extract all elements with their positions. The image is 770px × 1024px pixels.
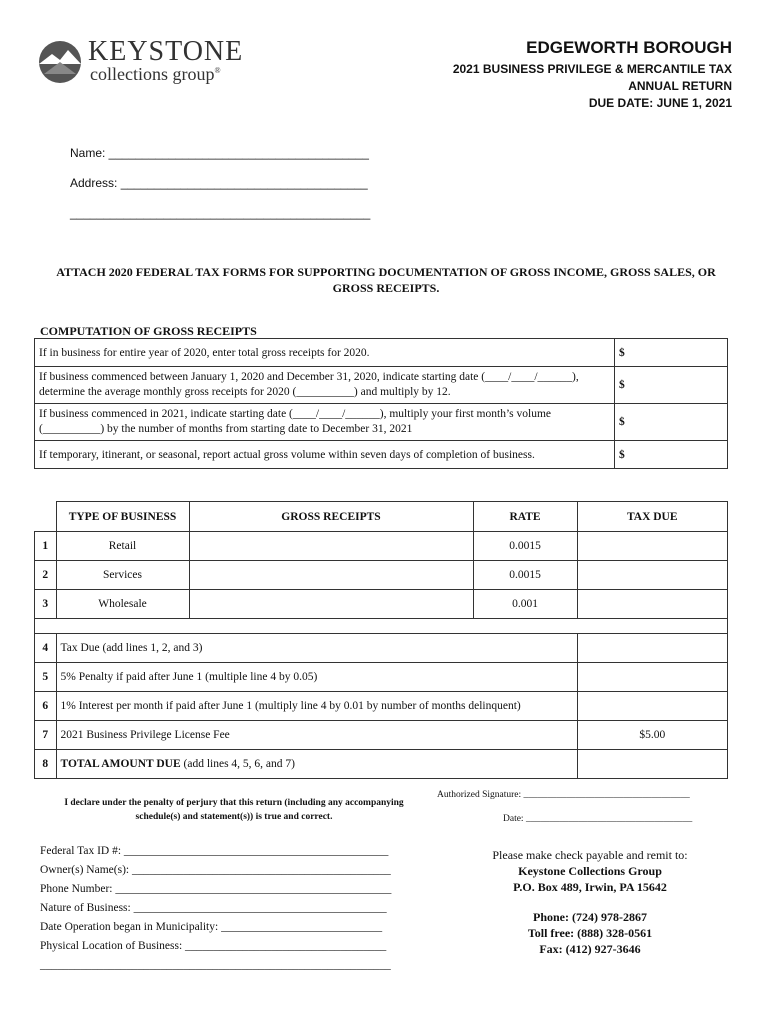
- remit-tollfree: Toll free: (888) 328-0561: [527, 926, 653, 940]
- spacer-row: [35, 619, 728, 634]
- computation-table: [34, 338, 728, 469]
- computation-heading: COMPUTATION OF GROSS RECEIPTS: [40, 324, 257, 338]
- line-amount[interactable]: [577, 663, 728, 692]
- computation-row: [35, 367, 728, 404]
- line-number: 2: [35, 561, 57, 590]
- table-row: [35, 532, 728, 561]
- remit-fax: Fax: (412) 927-3646: [539, 942, 641, 956]
- table-row: [35, 750, 728, 779]
- name-field[interactable]: Name: _______________________________________: [70, 146, 369, 160]
- business-type: Retail: [56, 532, 189, 561]
- owner-names-field[interactable]: Owner(s) Name(s): _____________________________________________: [40, 864, 391, 876]
- computation-amount[interactable]: $: [615, 339, 728, 367]
- rate-cell: 0.0015: [473, 561, 577, 590]
- due-date: DUE DATE: JUNE 1, 2021: [588, 96, 732, 110]
- gross-receipts-cell[interactable]: [189, 590, 473, 619]
- computation-row: [35, 404, 728, 441]
- tax-header-row: [35, 502, 728, 532]
- line-number: 4: [35, 634, 57, 663]
- line-description: 2021 Business Privilege License Fee: [56, 721, 577, 750]
- line-description: [56, 750, 577, 779]
- rate-cell: 0.0015: [473, 532, 577, 561]
- col-gross-header: GROSS RECEIPTS: [189, 502, 473, 532]
- remit-block: [450, 847, 730, 957]
- form-title: 2021 BUSINESS PRIVILEGE & MERCANTILE TAX: [452, 62, 732, 76]
- total-label: TOTAL AMOUNT DUE: [60, 758, 181, 770]
- line-number: 8: [35, 750, 57, 779]
- table-row: [35, 721, 728, 750]
- table-row: [35, 561, 728, 590]
- table-row: [35, 634, 728, 663]
- spacer-cell: [35, 619, 728, 634]
- computation-text: If temporary, itinerant, or seasonal, report actual gross volume within seven days of completion of business.: [35, 441, 615, 469]
- date-operation-began-field[interactable]: Date Operation began in Municipality: ____________________________: [40, 921, 383, 933]
- business-type: Services: [56, 561, 189, 590]
- form-subtitle: ANNUAL RETURN: [628, 79, 732, 93]
- logo-wordmark: KEYSTONE: [88, 36, 244, 67]
- license-fee-amount: $5.00: [577, 721, 728, 750]
- mountain-logo-icon: [38, 40, 82, 84]
- line-description: 5% Penalty if paid after June 1 (multiple line 4 by 0.05): [56, 663, 577, 692]
- authorized-signature-field[interactable]: Authorized Signature: ___________________________________: [437, 790, 690, 800]
- address-line2-field[interactable]: _____________________________________________: [70, 206, 371, 220]
- line-number: 6: [35, 692, 57, 721]
- physical-location-field[interactable]: Physical Location of Business: ___________________________________: [40, 940, 387, 952]
- line-description: Tax Due (add lines 1, 2, and 3): [56, 634, 577, 663]
- remit-phone: Phone: (724) 978-2867: [533, 910, 647, 924]
- tax-due-cell[interactable]: [577, 532, 728, 561]
- line-number: 1: [35, 532, 57, 561]
- tax-due-cell[interactable]: [577, 590, 728, 619]
- col-taxdue-header: TAX DUE: [577, 502, 728, 532]
- computation-row: [35, 441, 728, 469]
- gross-receipts-cell[interactable]: [189, 561, 473, 590]
- computation-amount[interactable]: $: [615, 441, 728, 469]
- table-row: [35, 590, 728, 619]
- perjury-declaration: I declare under the penalty of perjury that this return (including any accompanying schedule(s) and statement(s)) is true and correct.: [64, 798, 404, 822]
- physical-location-line2-field[interactable]: _____________________________________________________________: [40, 959, 391, 971]
- remit-address: P.O. Box 489, Irwin, PA 15642: [513, 880, 667, 894]
- line-description: 1% Interest per month if paid after June 1 (multiply line 4 by 0.01 by number of months delinquent): [56, 692, 577, 721]
- company-logo: [38, 38, 258, 88]
- computation-text: If in business for entire year of 2020, enter total gross receipts for 2020.: [35, 339, 615, 367]
- attach-notice: ATTACH 2020 FEDERAL TAX FORMS FOR SUPPORTING DOCUMENTATION OF GROSS INCOME, GROSS SALES, OR GROSS RECEIPTS.: [56, 265, 716, 295]
- table-row: [35, 663, 728, 692]
- blank-cell: [35, 502, 57, 532]
- computation-row: [35, 339, 728, 367]
- line-amount[interactable]: [577, 634, 728, 663]
- computation-amount[interactable]: $: [615, 404, 728, 441]
- tax-due-cell[interactable]: [577, 561, 728, 590]
- col-rate-header: RATE: [473, 502, 577, 532]
- line-number: 7: [35, 721, 57, 750]
- address-field[interactable]: Address: _____________________________________: [70, 176, 368, 190]
- tax-table: [34, 501, 728, 779]
- gross-receipts-cell[interactable]: [189, 532, 473, 561]
- table-row: [35, 692, 728, 721]
- phone-number-field[interactable]: Phone Number: ________________________________________________: [40, 883, 392, 895]
- logo-tagline: collections group®: [90, 64, 221, 84]
- total-amount[interactable]: [577, 750, 728, 779]
- federal-tax-id-field[interactable]: Federal Tax ID #: ______________________________________________: [40, 845, 389, 857]
- total-note: (add lines 4, 5, 6, and 7): [180, 758, 295, 770]
- col-type-header: TYPE OF BUSINESS: [56, 502, 189, 532]
- line-number: 5: [35, 663, 57, 692]
- computation-text: If business commenced in 2021, indicate starting date (____/____/______), multiply your first month’s volume (__________) by the number of months from starting date to December 31, 2021: [35, 404, 615, 441]
- line-number: 3: [35, 590, 57, 619]
- date-field[interactable]: Date: ___________________________________: [503, 814, 693, 824]
- nature-of-business-field[interactable]: Nature of Business: ____________________________________________: [40, 902, 387, 914]
- borough-title: EDGEWORTH BOROUGH: [526, 38, 732, 57]
- line-amount[interactable]: [577, 692, 728, 721]
- business-type: Wholesale: [56, 590, 189, 619]
- computation-amount[interactable]: $: [615, 367, 728, 404]
- business-info-fields: [40, 842, 391, 975]
- remit-instruction: Please make check payable and remit to:: [492, 848, 688, 862]
- rate-cell: 0.001: [473, 590, 577, 619]
- computation-text: If business commenced between January 1, 2020 and December 31, 2020, indicate starting date (____/____/______), determine the average monthly gross receipts for 2020 (__________) and multiply by 12.: [35, 367, 615, 404]
- remit-company: Keystone Collections Group: [518, 864, 662, 878]
